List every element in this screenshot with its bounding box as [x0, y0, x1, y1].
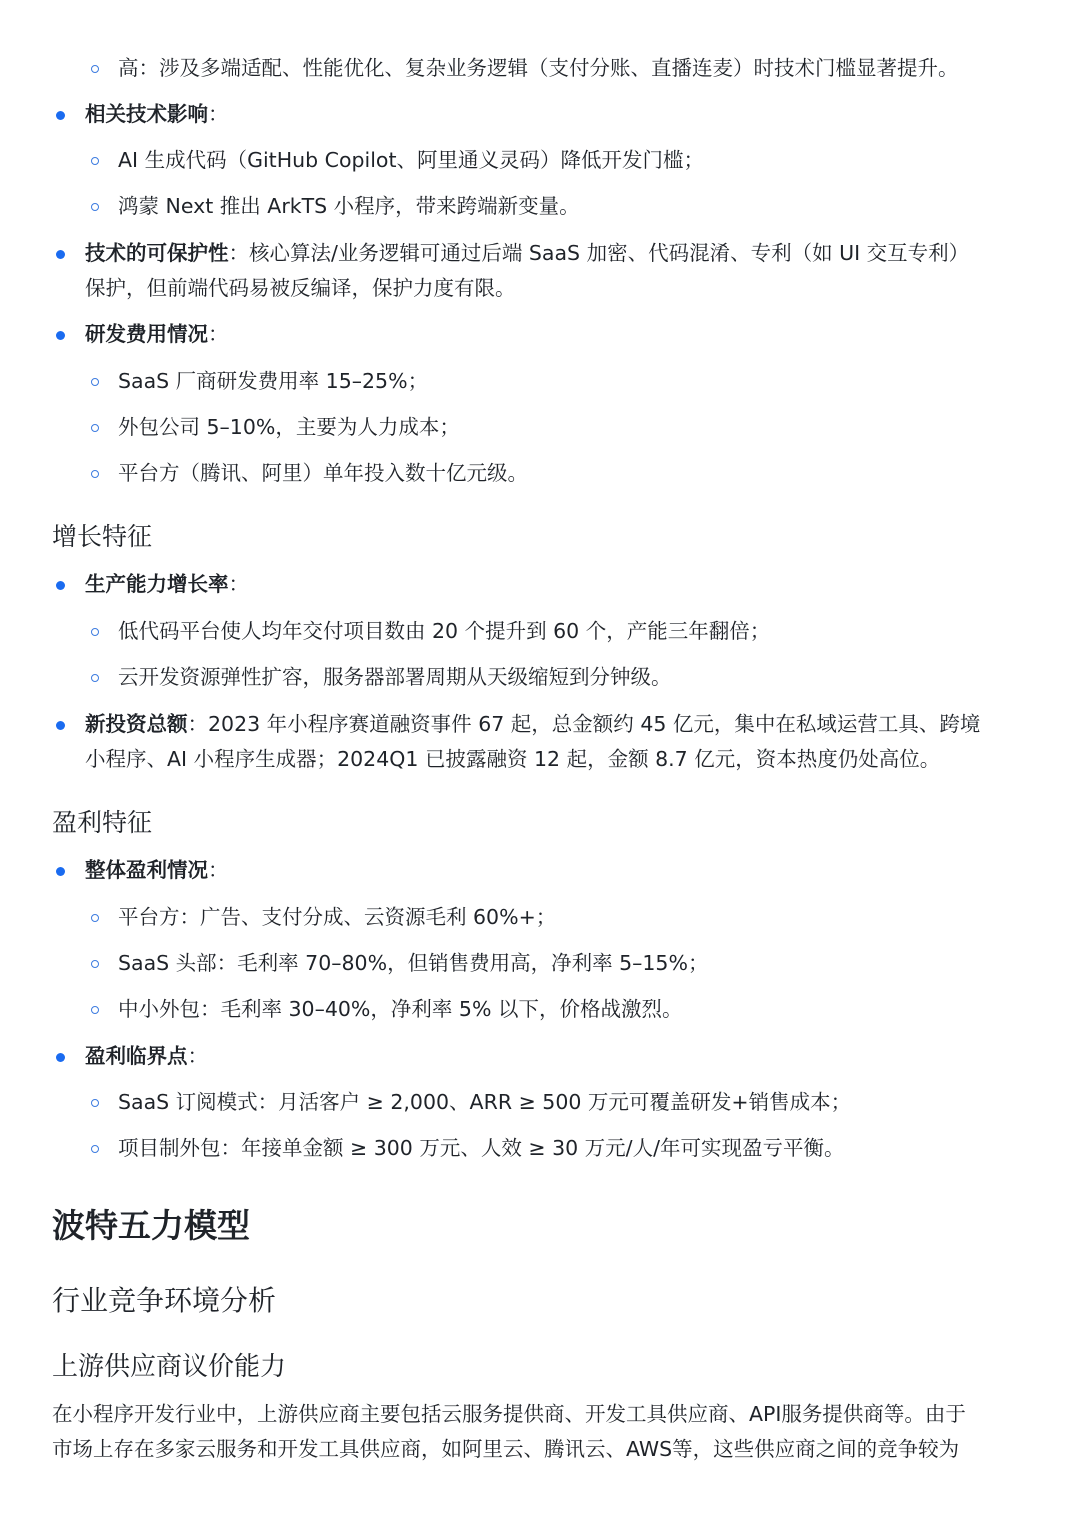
hollow-bullet-icon	[91, 65, 99, 73]
section-heading: 增长特征	[52, 522, 153, 551]
bullet-icon	[56, 867, 65, 876]
hollow-bullet-icon	[91, 424, 99, 432]
bullet-icon	[56, 250, 65, 259]
item-colon: ：	[187, 1044, 208, 1068]
item-label: 研发费用情况	[85, 322, 208, 346]
item-colon: ：	[228, 572, 249, 596]
section-heading: 盈利特征	[52, 808, 153, 837]
list-item-text: 高：涉及多端适配、性能优化、复杂业务逻辑（支付分账、直播连麦）时技术门槛显著提升。	[118, 56, 959, 80]
list-item-text: 外包公司 5–10%，主要为人力成本；	[118, 415, 460, 439]
hollow-bullet-icon	[91, 378, 99, 386]
hollow-bullet-icon	[91, 628, 99, 636]
bullet-icon	[56, 721, 65, 730]
bullet-icon	[56, 331, 65, 340]
hollow-bullet-icon	[91, 1006, 99, 1014]
list-item-text: 平台方（腾讯、阿里）单年投入数十亿元级。	[118, 461, 528, 485]
item-label: 相关技术影响	[85, 102, 208, 126]
hollow-bullet-icon	[91, 157, 99, 165]
item-label: 盈利临界点	[85, 1044, 188, 1068]
hollow-bullet-icon	[91, 1099, 99, 1107]
item-colon: ：	[208, 322, 229, 346]
item-colon: ：	[208, 102, 229, 126]
list-item-text: 中小外包：毛利率 30–40%，净利率 5% 以下，价格战激烈。	[118, 997, 683, 1021]
section-title: 行业竞争环境分析	[52, 1284, 277, 1317]
list-item-text: AI 生成代码（GitHub Copilot、阿里通义灵码）降低开发门槛；	[118, 148, 704, 172]
paragraph-line: 在小程序开发行业中，上游供应商主要包括云服务提供商、开发工具供应商、API服务提供商等。由于	[52, 1402, 966, 1426]
list-item-text: 项目制外包：年接单金额 ≥ 300 万元、人效 ≥ 30 万元/人/年可实现盈亏平衡。	[118, 1136, 845, 1160]
subsection-title: 上游供应商议价能力	[52, 1352, 287, 1382]
list-item-text: SaaS 头部：毛利率 70–80%，但销售费用高，净利率 5–15%；	[118, 951, 709, 975]
item-text: 小程序、AI 小程序生成器；2024Q1 已披露融资 12 起，金额 8.7 亿元，资本热度仍处高位。	[85, 747, 941, 771]
paragraph-line: 市场上存在多家云服务和开发工具供应商，如阿里云、腾讯云、AWS等，这些供应商之间的竞争较为	[52, 1437, 960, 1461]
bullet-icon	[56, 1053, 65, 1062]
item-text: ：核心算法/业务逻辑可通过后端 SaaS 加密、代码混淆、专利（如 UI 交互专利）	[228, 241, 970, 265]
list-item-text: 云开发资源弹性扩容，服务器部署周期从天级缩短到分钟级。	[118, 665, 672, 689]
hollow-bullet-icon	[91, 470, 99, 478]
item-label: 技术的可保护性	[85, 241, 229, 265]
list-item-text: SaaS 订阅模式：月活客户 ≥ 2,000、ARR ≥ 500 万元可覆盖研发+销售成本；	[118, 1090, 852, 1114]
bullet-icon	[56, 111, 65, 120]
item-text: 保护，但前端代码易被反编译，保护力度有限。	[85, 276, 516, 300]
item-label: 整体盈利情况	[85, 858, 208, 882]
item-label: 生产能力增长率	[85, 572, 229, 596]
item-text: ：2023 年小程序赛道融资事件 67 起，总金额约 45 亿元，集中在私域运营工具、跨境	[187, 712, 981, 736]
hollow-bullet-icon	[91, 1145, 99, 1153]
hollow-bullet-icon	[91, 914, 99, 922]
list-item-text: SaaS 厂商研发费用率 15–25%；	[118, 369, 429, 393]
list-item-text: 平台方：广告、支付分成、云资源毛利 60%+；	[118, 905, 557, 929]
hollow-bullet-icon	[91, 960, 99, 968]
bullet-icon	[56, 581, 65, 590]
hollow-bullet-icon	[91, 674, 99, 682]
chapter-title: 波特五力模型	[52, 1206, 250, 1245]
list-item-text: 低代码平台使人均年交付项目数由 20 个提升到 60 个，产能三年翻倍；	[118, 619, 771, 643]
list-item-text: 鸿蒙 Next 推出 ArkTS 小程序，带来跨端新变量。	[118, 194, 580, 218]
item-colon: ：	[208, 858, 229, 882]
hollow-bullet-icon	[91, 203, 99, 211]
item-label: 新投资总额	[85, 712, 188, 736]
